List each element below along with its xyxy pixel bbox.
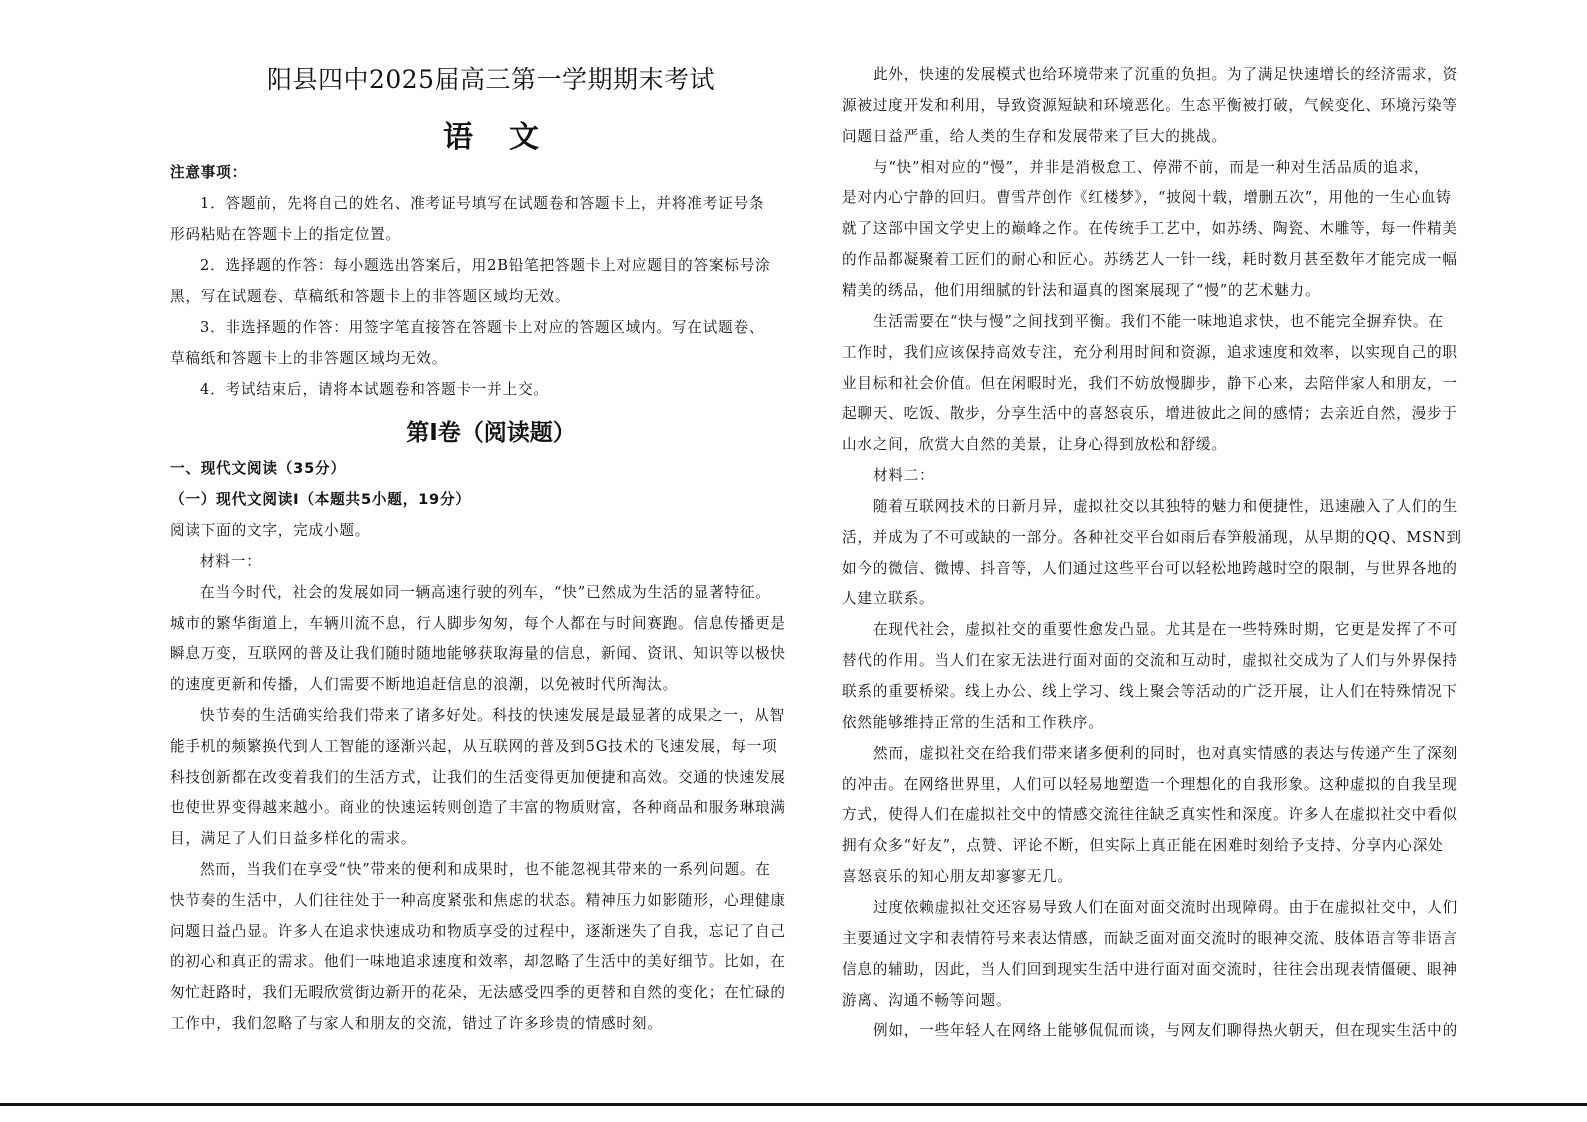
bottom-rule bbox=[0, 1103, 1587, 1106]
body-line: 生活需要在“快与慢”之间找到平衡。我们不能一味地追求快，也不能完全摒弃快。在 bbox=[873, 312, 1444, 330]
body-line: 依然能够维持正常的生活和工作秩序。 bbox=[842, 713, 1104, 731]
body-line: 人建立联系。 bbox=[842, 590, 935, 608]
notice-line: 草稿纸和答题卡上的非答题区域均无效。 bbox=[170, 350, 448, 367]
body-line: 如今的微信、微博、抖音等，人们通过这些平台可以轻松地跨越时空的限制，与世界各地的 bbox=[842, 559, 1458, 577]
body-line: 材料二： bbox=[873, 467, 935, 485]
body-line: 匆忙赶路时，我们无暇欣赏街边新开的花朵，无法感受四季的更替和自然的变化；在忙碌的 bbox=[170, 984, 786, 1002]
body-line: 然而，当我们在享受“快”带来的便利和成果时，也不能忽视其带来的一系列问题。在 bbox=[200, 861, 771, 878]
body-line: 城市的繁华街道上，车辆川流不息，行人脚步匆匆，每个人都在与时间赛跑。信息传播更是 bbox=[170, 614, 786, 632]
body-line: 快节奏的生活中，人们往往处于一种高度紧张和焦虑的状态。精神压力如影随形，心理健康 bbox=[170, 891, 786, 909]
subject-title: 语文 bbox=[443, 120, 575, 155]
body-line: 此外，快速的发展模式也给环境带来了沉重的负担。为了满足快速增长的经济需求，资 bbox=[873, 66, 1458, 83]
notice-line: 黑，写在试题卷、草稿纸和答题卡上的非答题区域均无效。 bbox=[170, 288, 571, 305]
notice-line: 1．答题前，先将自己的姓名、准考证号填写在试题卷和答题卡上，并将准考证号条 bbox=[200, 195, 765, 212]
body-line: 山水之间，欣赏大自然的美景，让身心得到放松和舒缓。 bbox=[842, 436, 1227, 454]
body-line: 问题日益严重，给人类的生存和发展带来了巨大的挑战。 bbox=[842, 127, 1227, 145]
body-line: 起聊天、吃饭、散步，分享生活中的喜怒哀乐，增进彼此之间的感情；去亲近自然，漫步于 bbox=[842, 405, 1458, 423]
notice-line: 2．选择题的作答：每小题选出答案后，用2B铅笔把答题卡上对应题目的答案标号涂 bbox=[200, 257, 771, 274]
notice-line: 3．非选择题的作答：用签字笔直接答在答题卡上对应的答题区域内。写在试题卷、 bbox=[200, 319, 765, 336]
body-line: 工作中，我们忽略了与家人和朋友的交流，错过了许多珍贵的情感时刻。 bbox=[170, 1015, 663, 1032]
body-line: 目，满足了人们日益多样化的需求。 bbox=[170, 830, 417, 848]
exam-title: 阳县四中2025届高三第一学期期末考试 bbox=[266, 65, 716, 94]
subsection-heading: （一）现代文阅读Ⅰ（本题共5小题，19分） bbox=[170, 491, 471, 508]
body-line: 科技创新都在改变着我们的生活方式，让我们的生活变得更加便捷和高效。交通的快速发展 bbox=[170, 768, 786, 786]
body-line: 游离、沟通不畅等问题。 bbox=[842, 991, 1012, 1009]
body-line: 替代的作用。当人们在家无法进行面对面的交流和互动时，虚拟社交成为了人们与外界保持 bbox=[842, 652, 1458, 670]
body-line: 在现代社会，虚拟社交的重要性愈发凸显。尤其是在一些特殊时期，它更是发挥了不可 bbox=[873, 621, 1458, 639]
body-line: 材料一： bbox=[200, 553, 262, 570]
body-line: 业目标和社会价值。但在闲暇时光，我们不妨放慢脚步，静下心来，去陪伴家人和朋友，一 bbox=[842, 374, 1458, 392]
body-line: 与“快”相对应的“慢”，并非是消极怠工、停滞不前，而是一种对生活品质的追求， bbox=[873, 158, 1430, 176]
body-line: 例如，一些年轻人在网络上能够侃侃而谈，与网友们聊得热火朝天，但在现实生活中的 bbox=[873, 1022, 1458, 1040]
body-line: 工作时，我们应该保持高效专注，充分利用时间和资源，追求速度和效率，以实现自己的职 bbox=[842, 343, 1458, 361]
body-line: 的作品都凝聚着工匠们的耐心和匠心。苏绣艺人一针一线，耗时数月甚至数年才能完成一幅 bbox=[842, 251, 1458, 269]
notice-line: 形码粘贴在答题卡上的指定位置。 bbox=[170, 226, 401, 243]
body-line: 的速度更新和传播，人们需要不断地追赶信息的浪潮，以免被时代所淘汰。 bbox=[170, 676, 678, 694]
body-line: 喜怒哀乐的知心朋友却寥寥无几。 bbox=[842, 868, 1073, 886]
section-heading: 一、现代文阅读（35分） bbox=[170, 460, 346, 477]
instruction: 阅读下面的文字，完成小题。 bbox=[170, 522, 371, 539]
body-line: 在当今时代，社会的发展如同一辆高速行驶的列车，“快”已然成为生活的显著特征。 bbox=[200, 583, 771, 601]
body-line: 源被过度开发和利用，导致资源短缺和环境恶化。生态平衡被打破，气候变化、环境污染等 bbox=[842, 96, 1458, 114]
body-line: 的初心和真正的需求。他们一味地追求速度和效率，却忽略了生活中的美好细节。比如，在 bbox=[170, 953, 786, 971]
body-line: 瞬息万变，互联网的普及让我们随时随地能够获取海量的信息，新闻、资讯、知识等以极快 bbox=[170, 645, 786, 663]
notice-line: 4．考试结束后，请将本试题卷和答题卡一并上交。 bbox=[200, 381, 549, 398]
body-line: 过度依赖虚拟社交还容易导致人们在面对面交流时出现障碍。由于在虚拟社交中，人们 bbox=[873, 898, 1458, 916]
body-line: 活，并成为了不可或缺的一部分。各种社交平台如雨后春笋般涌现，从早期的QQ、MSN到 bbox=[842, 528, 1462, 546]
body-line: 主要通过文字和表情符号来表达情感，而缺乏面对面交流时的眼神交流、肢体语言等非语言 bbox=[842, 929, 1458, 947]
body-line: 拥有众多“好友”，点赞、评论不断，但实际上真正能在困难时刻给予支持、分享内心深处 bbox=[842, 837, 1444, 855]
body-line: 方式，使得人们在虚拟社交中的情感交流往往缺乏真实性和深度。许多人在虚拟社交中看似 bbox=[842, 806, 1458, 824]
body-line: 也使世界变得越来越小。商业的快速运转则创造了丰富的物质财富，各种商品和服务琳琅满 bbox=[170, 799, 786, 817]
body-line: 随着互联网技术的日新月异，虚拟社交以其独特的魅力和便捷性，迅速融入了人们的生 bbox=[873, 497, 1458, 515]
body-line: 然而，虚拟社交在给我们带来诸多便利的同时，也对真实情感的表达与传递产生了深刻 bbox=[873, 744, 1458, 762]
notice-label: 注意事项： bbox=[170, 164, 247, 181]
body-line: 问题日益凸显。许多人在追求快速成功和物质享受的过程中，逐渐迷失了自我，忘记了自己 bbox=[170, 922, 786, 940]
body-line: 信息的辅助，因此，当人们回到现实生活中进行面对面交流时，往往会出现表情僵硬、眼神 bbox=[842, 960, 1458, 978]
body-line: 精美的绣品，他们用细腻的针法和逼真的图案展现了“慢”的艺术魅力。 bbox=[842, 281, 1321, 299]
part-heading: 第Ⅰ卷（阅读题） bbox=[406, 420, 576, 446]
body-line: 快节奏的生活确实给我们带来了诸多好处。科技的快速发展是最显著的成果之一，从智 bbox=[200, 707, 785, 724]
body-line: 联系的重要桥梁。线上办公、线上学习、线上聚会等活动的广泛开展，让人们在特殊情况下 bbox=[842, 683, 1458, 700]
body-line: 是对内心宁静的回归。曹雪芹创作《红楼梦》，“披阅十载，增删五次”，用他的一生心血铸 bbox=[842, 189, 1452, 207]
body-line: 的冲击。在网络世界里，人们可以轻易地塑造一个理想化的自我形象。这种虚拟的自我呈现 bbox=[842, 775, 1458, 793]
body-line: 能手机的频繁换代到人工智能的逐渐兴起，从互联网的普及到5G技术的飞速发展，每一项 bbox=[170, 737, 778, 755]
body-line: 就了这部中国文学史上的巅峰之作。在传统手工艺中，如苏绣、陶瓷、木雕等，每一件精美 bbox=[842, 220, 1458, 238]
